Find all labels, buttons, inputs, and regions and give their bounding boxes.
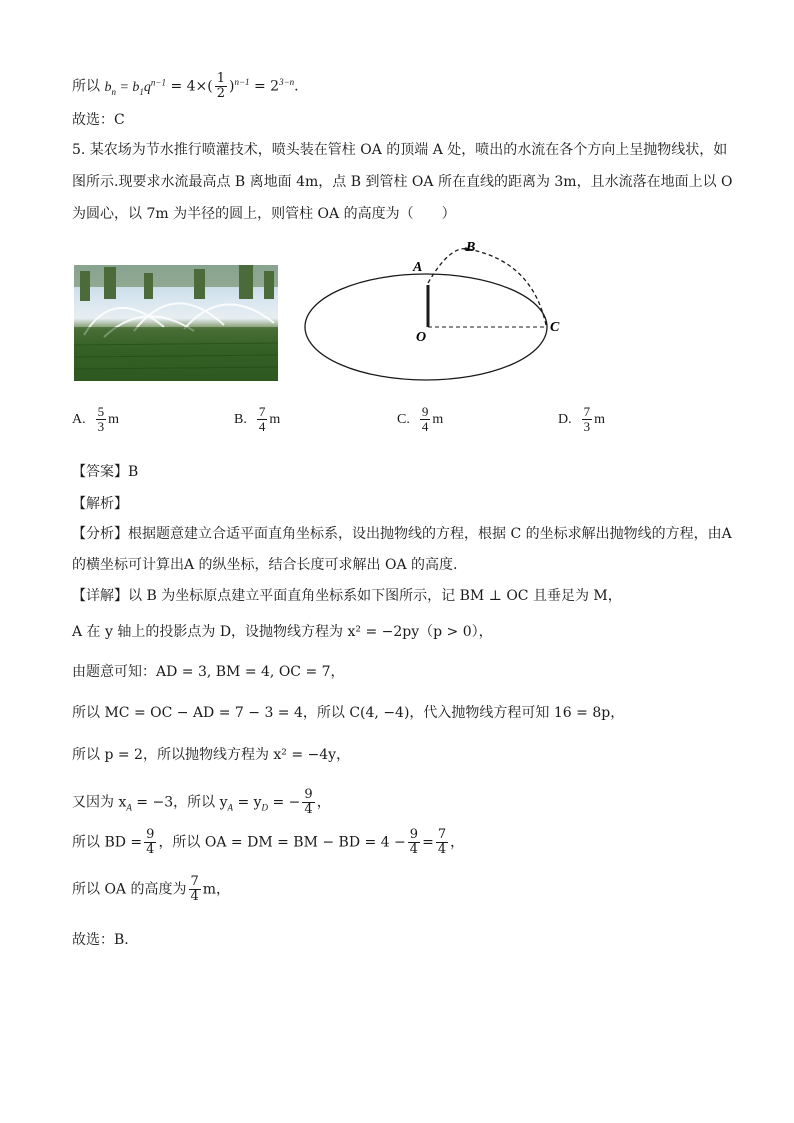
final-answer: 故选：B. — [72, 932, 129, 948]
ground-circle — [305, 274, 547, 380]
option-unit: m — [594, 411, 606, 427]
label-b: B — [466, 240, 476, 255]
question-line-2: 图所示.现要求水流最高点 B 离地面 4m，点 B 到管柱 OA 所在直线的距离为 3m，且水流落在地面上以 O — [72, 174, 733, 190]
option-den: 3 — [97, 419, 105, 434]
label-c: C — [550, 320, 560, 335]
xiangjie-line-2: A 在 y 轴上的投影点为 D，设抛物线方程为 x² = −2py（p > 0）， — [72, 624, 493, 640]
step-2: 所以 MC = OC − AD = 7 − 3 = 4，所以 C(4, −4)，代入抛物线方程可知 16 = 8p， — [72, 705, 625, 721]
frac-den: 2 — [216, 86, 225, 102]
xiangjie-line-1: 【详解】以 B 为坐标原点建立平面直角坐标系如下图所示，记 BM ⊥ OC 且垂足为 M， — [72, 588, 622, 604]
frac-num: 1 — [216, 71, 225, 87]
option-num: 7 — [258, 404, 266, 419]
option-num: 7 — [583, 404, 591, 419]
fraction-half — [215, 72, 227, 101]
option-label: C. — [397, 411, 410, 427]
exp-power: n−1 — [150, 77, 166, 87]
step-1: 由题意可知：AD = 3, BM = 4, OC = 7， — [72, 664, 345, 680]
option-label: B. — [234, 411, 247, 427]
option-num: 5 — [97, 404, 105, 419]
formula-rhs: ) — [229, 78, 235, 95]
text-suoyi: 所以 — [72, 78, 100, 95]
water-parabola — [428, 249, 546, 325]
formula-tail: = 4×( — [170, 78, 213, 95]
option-c[interactable] — [397, 405, 443, 434]
analysis-tag: 【解析】 — [72, 496, 128, 512]
formula-bn: $b_n = b_1q^{n-1}$ — [104, 77, 166, 97]
answer-tag: 【答案】B — [72, 464, 139, 480]
option-a[interactable] — [72, 405, 119, 434]
step-5: 所以 BD = $\frac{9}{4}$ ，所以 OA = DM = BM − BD = 4 − $\frac{9}{4}$ = $\frac{7}{4}$ ， — [72, 827, 465, 857]
fenxi-line-1: 【分析】根据题意建立合适平面直角坐标系，设出抛物线的方程，根据 C 的坐标求解出抛物线的方程，由A — [72, 526, 732, 542]
fenxi-line-2: 的横坐标可计算出A 的纵坐标，结合长度可求解出 OA 的高度. — [72, 557, 458, 573]
option-label: D. — [558, 411, 572, 427]
formula-end: . — [294, 78, 299, 95]
formula-eq2: = 2 — [249, 78, 280, 95]
sprinkler-photo — [74, 265, 278, 381]
option-den: 4 — [421, 419, 429, 434]
option-unit: m — [269, 411, 281, 427]
sprinkler-photo-art — [74, 265, 278, 381]
option-num: 9 — [421, 404, 429, 419]
step-3: 所以 p = 2，所以抛物线方程为 x² = −4y， — [72, 747, 351, 763]
option-d[interactable] — [558, 405, 605, 434]
option-unit: m — [108, 411, 120, 427]
parabola-diagram — [300, 235, 580, 390]
question-line-3: 为圆心，以 7m 为半径的圆上，则管柱 OA 的高度为（ ） — [72, 206, 456, 222]
option-b[interactable] — [234, 405, 280, 434]
prev-answer: 故选：C — [72, 112, 125, 128]
option-label: A. — [72, 411, 86, 427]
label-a: A — [413, 260, 423, 275]
step-4: 又因为 $x_A = -3$，所以 $y_A = y_D$ = − $\frac{9}{4}$ ， — [72, 787, 331, 817]
exp2: 3−n — [279, 77, 295, 87]
label-o: O — [416, 330, 427, 345]
option-den: 3 — [583, 419, 591, 434]
option-unit: m — [432, 411, 444, 427]
question-line-1: 5. 某农场为节水推行喷灌技术，喷头装在管柱 OA 的顶端 A 处，喷出的水流在各个方向上呈抛物线状，如 — [72, 142, 728, 158]
step-6: 所以 OA 的高度为 $\frac{7}{4}$ m， — [72, 874, 231, 904]
prev-formula-line: 所以 $b_n = b_1q^{n-1} = 4\times$( $\frac{1}{2}$ )$^{n-1} = 2^{3-n}$. — [72, 71, 299, 102]
option-den: 4 — [258, 419, 266, 434]
